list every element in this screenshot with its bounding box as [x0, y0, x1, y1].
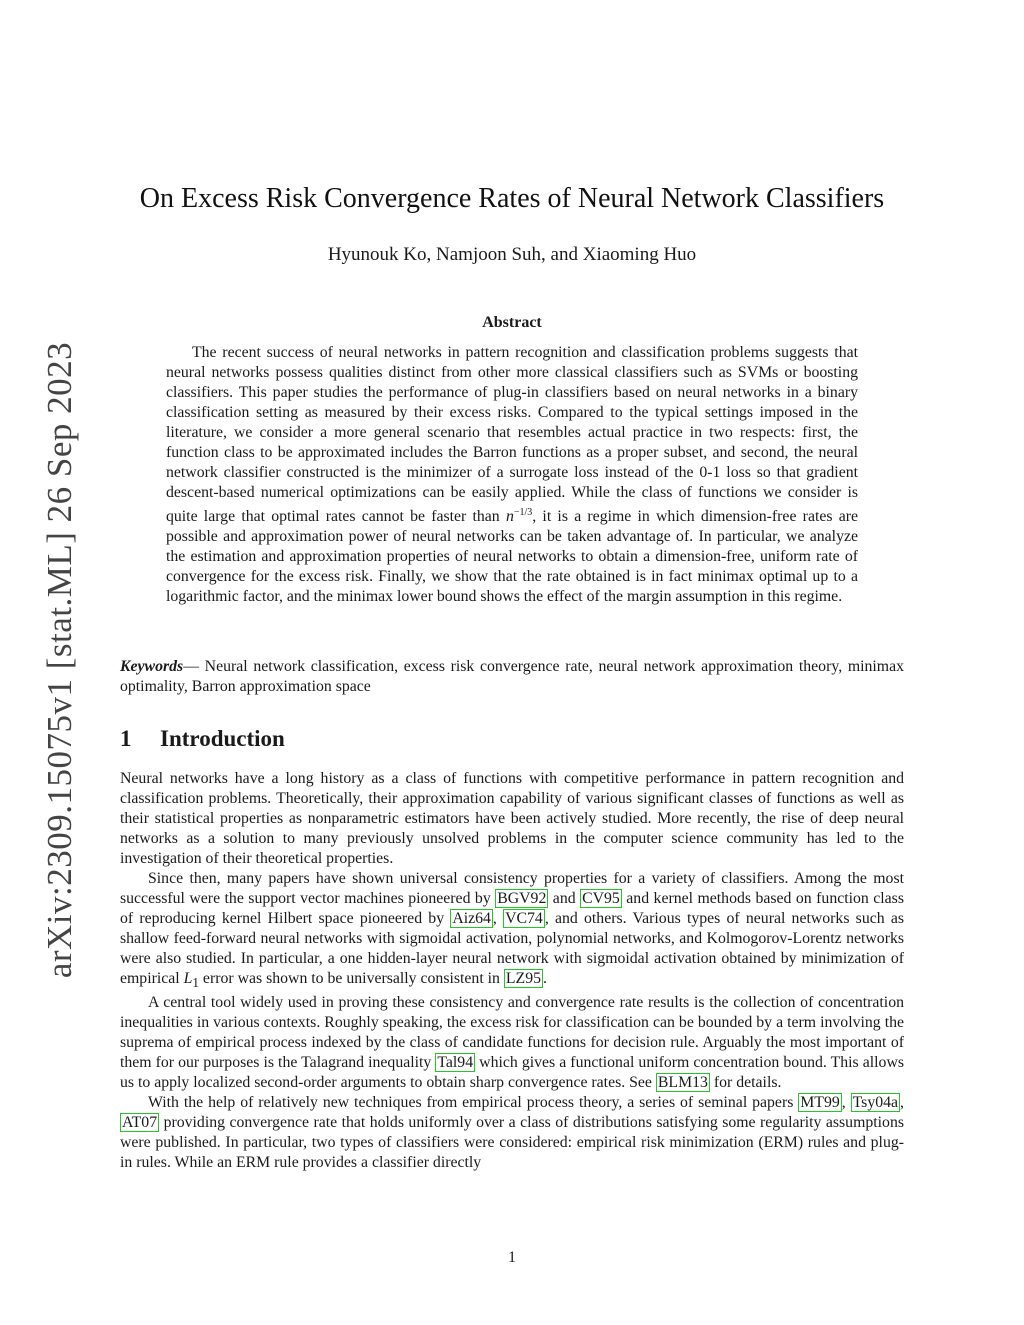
- keywords-label: Keywords: [120, 658, 184, 675]
- math-exponent: −1/3: [513, 507, 533, 518]
- paragraph-4-text: With the help of relatively new techniques from empirical process theory, a series of seminal papers: [148, 1094, 799, 1112]
- citation-lz95[interactable]: LZ95: [505, 970, 542, 987]
- citation-tal94[interactable]: Tal94: [437, 1054, 474, 1072]
- paragraph-2-text: and kernel methods based on function class of reproducing kernel Hilbert space pioneered by: [120, 890, 904, 927]
- paper-title: On Excess Risk Convergence Rates of Neural Network Classifiers: [139, 183, 885, 214]
- abstract-heading: Abstract: [482, 314, 542, 331]
- paragraph-2-text: .: [543, 970, 547, 987]
- citation-blm13[interactable]: BLM13: [657, 1074, 708, 1092]
- citation-at07[interactable]: AT07: [122, 1114, 158, 1132]
- paragraph-2-text: Since then, many papers have shown universal consistency properties for a variety of classifiers. Among the most successful were the support vector machines pioneered by: [120, 870, 904, 907]
- paragraph-2-text: ,: [492, 910, 504, 927]
- keywords: [120, 657, 904, 697]
- math-subscript: 1: [192, 975, 199, 991]
- keywords-list: — Neural network classification, excess risk convergence rate, neural network approximation theory, minimax optimality, Barron approximation space: [120, 658, 904, 695]
- paragraph-4-text: ,: [900, 1094, 904, 1112]
- section-title: Introduction: [160, 726, 285, 751]
- math-n: n: [505, 508, 514, 525]
- math-l: L: [183, 970, 193, 987]
- paragraph-2: [120, 869, 904, 993]
- abstract-text-part-2: , it is a regime in which dimension-free rates are possible and approximation power of neural networks can be taken advantage of. In particular, we analyze the estimation and approximation properties of neural networks to obtain a dimension-free, uniform rate of convergence for the excess risk. Finally, we show that the rate obtained is in fact minimax optimal up to a logarithmic factor, and the minimax lower bound shows the effect of the margin assumption in this regime.: [166, 508, 859, 605]
- paragraph-3: [120, 993, 904, 1093]
- introduction-body: [120, 769, 904, 1173]
- abstract-text-part-1: The recent success of neural networks in pattern recognition and classification problems suggests that neural networks possess qualities distinct from other more classical classifiers such as SVMs or boosting classifiers. This paper studies the performance of plug-in classifiers based on neural networks in a binary classification setting as measured by their excess risks. Compared to the typical settings imposed in the literature, we consider a more general scenario that resembles actual practice in two respects: first, the function class to be approximated includes the Barron functions as a proper subset, and second, the neural network classifier constructed is the minimizer of a surrogate loss instead of the 0-1 loss so that gradient descent-based numerical optimizations can be easily applied. While the class of functions we consider is quite large that optimal rates cannot be faster than: [166, 344, 858, 525]
- paragraph-4-text: providing convergence rate that holds uniformly over a class of distributions satisfying some regularity assumptions were published. In particular, two types of classifiers were considered: empirical risk minimization (ERM) rules and plug-in rules. While an ERM rule provides a classifier directly: [120, 1114, 904, 1172]
- paragraph-2-text: and: [548, 890, 581, 907]
- citation-mt99[interactable]: MT99: [800, 1094, 840, 1112]
- citation-vc74[interactable]: VC74: [505, 910, 543, 927]
- paragraph-4-text: ,: [841, 1094, 851, 1112]
- paragraph-3-text: for details.: [709, 1074, 782, 1092]
- paragraph-3-text: which gives a functional uniform concentration bound. This allows us to apply localized second-order arguments to obtain sharp convergence rates. See: [120, 1054, 904, 1092]
- author-list: Hyunouk Ko, Namjoon Suh, and Xiaoming Huo: [327, 244, 697, 265]
- citation-cv95[interactable]: CV95: [582, 890, 620, 907]
- citation-aiz64[interactable]: Aiz64: [452, 910, 491, 927]
- section-heading-introduction: [120, 726, 285, 752]
- paragraph-1: Neural networks have a long history as a class of functions with competitive performance in pattern recognition and classification problems. Theoretically, their approximation capability of various significant classes of functions as well as their statistical properties as nonparametric estimators have been actively studied. More recently, the rise of deep neural networks as a solution to many previously unsolved problems in the computer science community has led to the investigation of their theoretical properties.: [120, 770, 904, 867]
- paragraph-3-text: A central tool widely used in proving these consistency and convergence rate results is the collection of concentration inequalities in various contexts. Roughly speaking, the excess risk for classification can be bounded by a term involving the suprema of empirical process indexed by the class of candidate functions for decision rule. Arguably the most important of them for our purposes is the Talagrand inequality: [120, 994, 904, 1072]
- arxiv-identifier: arXiv:2309.15075v1 [stat.ML] 26 Sep 2023: [40, 341, 79, 979]
- page-number: 1: [508, 1249, 516, 1266]
- paragraph-2-text: , and others. Various types of neural networks such as shallow feed-forward neural networks with sigmoidal activation, polynomial networks, and Kolmogorov-Lorentz networks were also studied. In particular, a one hidden-layer neural network with sigmoidal activation obtained by minimization of empirical: [120, 910, 904, 987]
- citation-bgv92[interactable]: BGV92: [497, 890, 547, 907]
- citation-tsy04a[interactable]: Tsy04a: [852, 1094, 899, 1112]
- section-number: 1: [120, 726, 132, 751]
- paragraph-2-text: error was shown to be universally consistent in: [198, 970, 504, 987]
- abstract-text: [166, 343, 858, 607]
- paragraph-4: [120, 1093, 904, 1173]
